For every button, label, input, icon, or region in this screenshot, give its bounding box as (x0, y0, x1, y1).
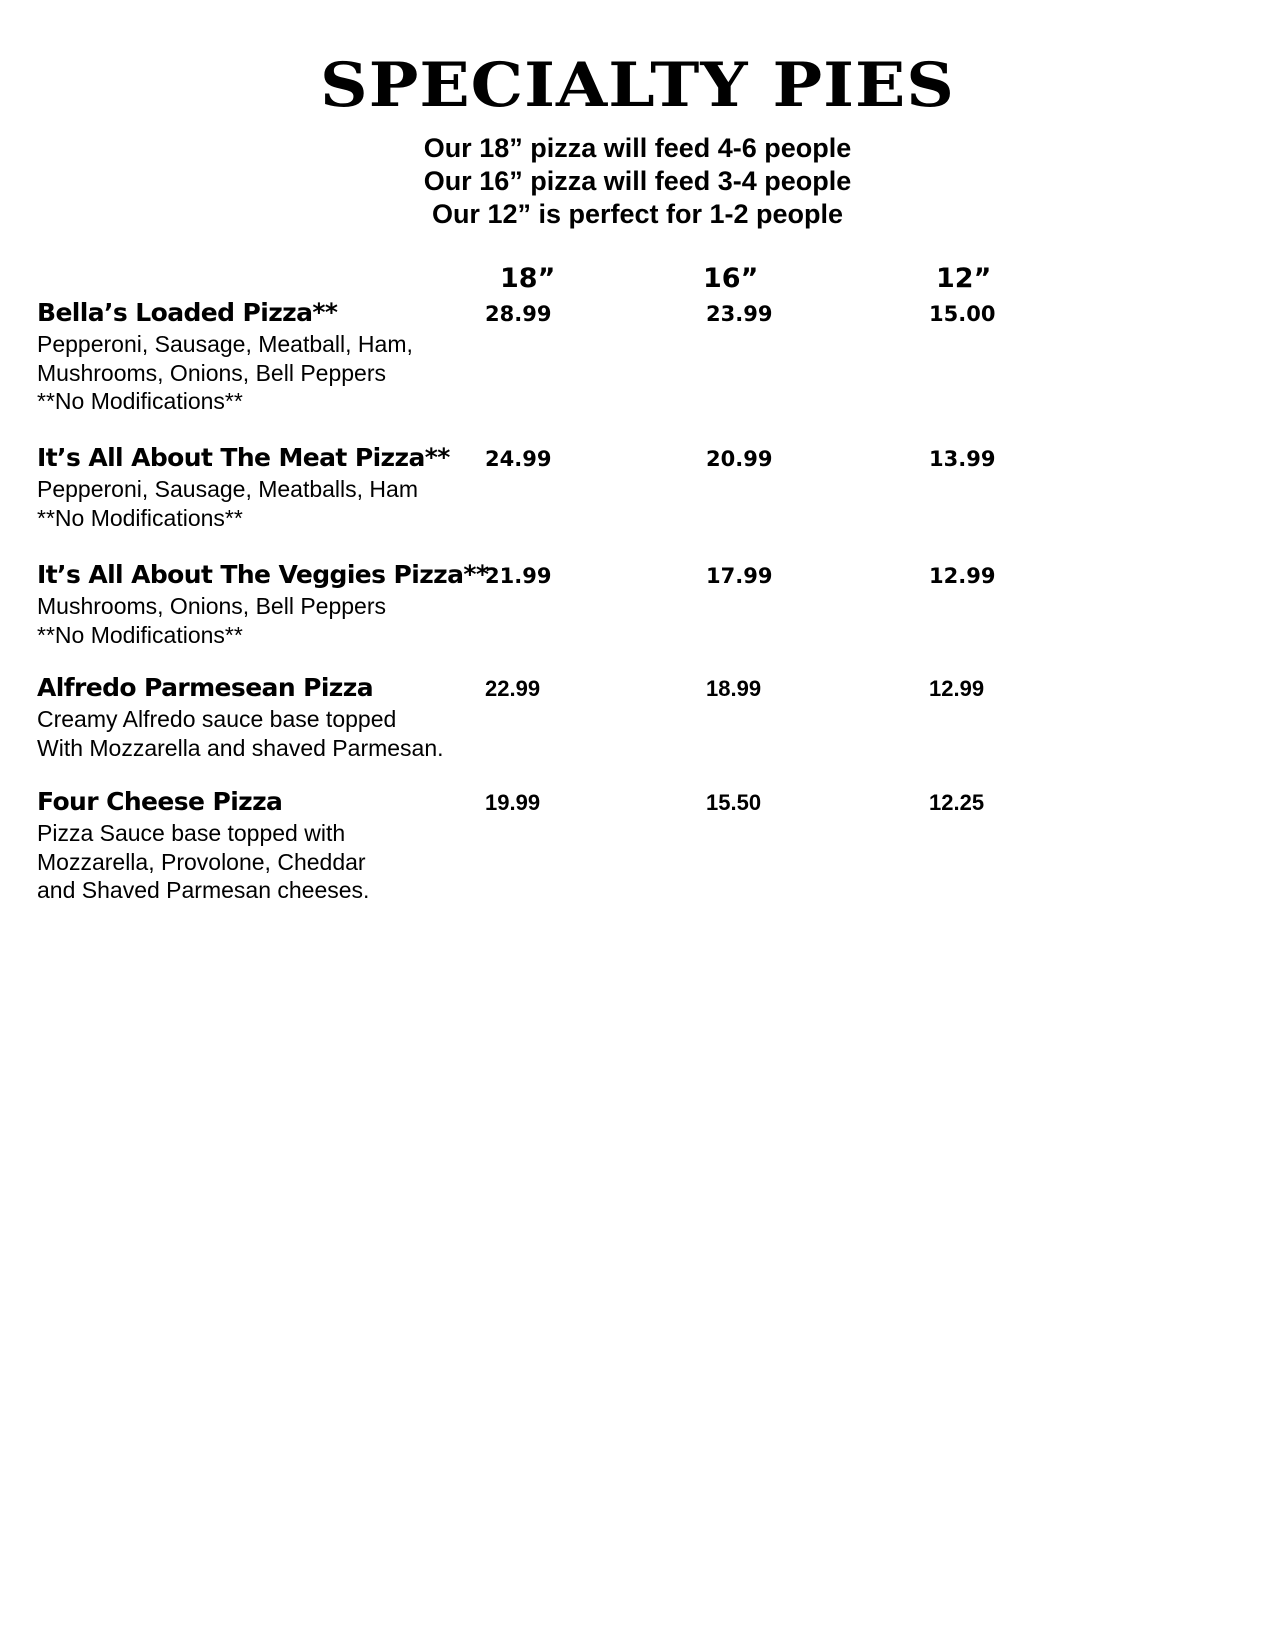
item-description (37, 475, 418, 532)
menu-item (37, 787, 1237, 917)
size-guide-line: Our 12” is perfect for 1-2 people (431, 199, 844, 229)
item-description (37, 330, 413, 416)
description-line: Creamy Alfredo sauce base topped (37, 706, 397, 732)
description-line: **No Modifications** (37, 504, 243, 531)
price-18: 24.99 (485, 447, 552, 471)
menu-item (37, 443, 1237, 573)
price-16: 23.99 (706, 302, 773, 326)
item-description (37, 705, 444, 762)
description-line: Mozzarella, Provolone, Cheddar (37, 848, 366, 875)
menu-item (37, 560, 1237, 690)
size-guide-line: Our 18” pizza will feed 4-6 people (423, 133, 852, 163)
item-name: Four Cheese Pizza (37, 787, 283, 816)
price-12: 12.99 (929, 564, 996, 588)
item-name: It’s All About The Veggies Pizza** (37, 560, 489, 589)
size-header-16: 16” (703, 263, 759, 294)
description-line: Mushrooms, Onions, Bell Peppers (37, 593, 386, 619)
price-18: 19.99 (485, 790, 541, 815)
price-18: 21.99 (485, 564, 552, 588)
price-16: 18.99 (706, 676, 762, 701)
description-line: Mushrooms, Onions, Bell Peppers (37, 359, 386, 386)
description-line: Pepperoni, Sausage, Meatball, Ham, (37, 331, 413, 357)
menu-item (37, 298, 1237, 428)
item-description (37, 819, 369, 905)
description-line: Pepperoni, Sausage, Meatballs, Ham (37, 476, 418, 502)
menu-item (37, 673, 1237, 803)
price-12: 12.99 (929, 676, 985, 701)
price-12: 13.99 (929, 447, 996, 471)
price-16: 20.99 (706, 447, 773, 471)
size-guide-line: Our 16” pizza will feed 3-4 people (423, 166, 852, 196)
description-line: **No Modifications** (37, 621, 243, 648)
item-name: It’s All About The Meat Pizza** (37, 443, 450, 472)
price-18: 28.99 (485, 302, 552, 326)
price-16: 15.50 (706, 790, 762, 815)
item-name: Bella’s Loaded Pizza** (37, 298, 338, 327)
menu-title: SPECIALTY PIES (320, 49, 955, 121)
price-12: 12.25 (929, 790, 985, 815)
price-12: 15.00 (929, 302, 996, 326)
description-line: Pizza Sauce base topped with (37, 820, 346, 846)
item-description (37, 592, 386, 649)
size-header-18: 18” (500, 263, 556, 294)
description-line: **No Modifications** (37, 388, 243, 414)
description-line: With Mozzarella and shaved Parmesan. (37, 734, 444, 761)
size-header-12: 12” (936, 263, 992, 294)
size-guide (0, 132, 1275, 231)
item-name: Alfredo Parmesean Pizza (37, 673, 373, 702)
price-18: 22.99 (485, 676, 541, 701)
price-16: 17.99 (706, 564, 773, 588)
description-line: and Shaved Parmesan cheeses. (37, 877, 370, 903)
